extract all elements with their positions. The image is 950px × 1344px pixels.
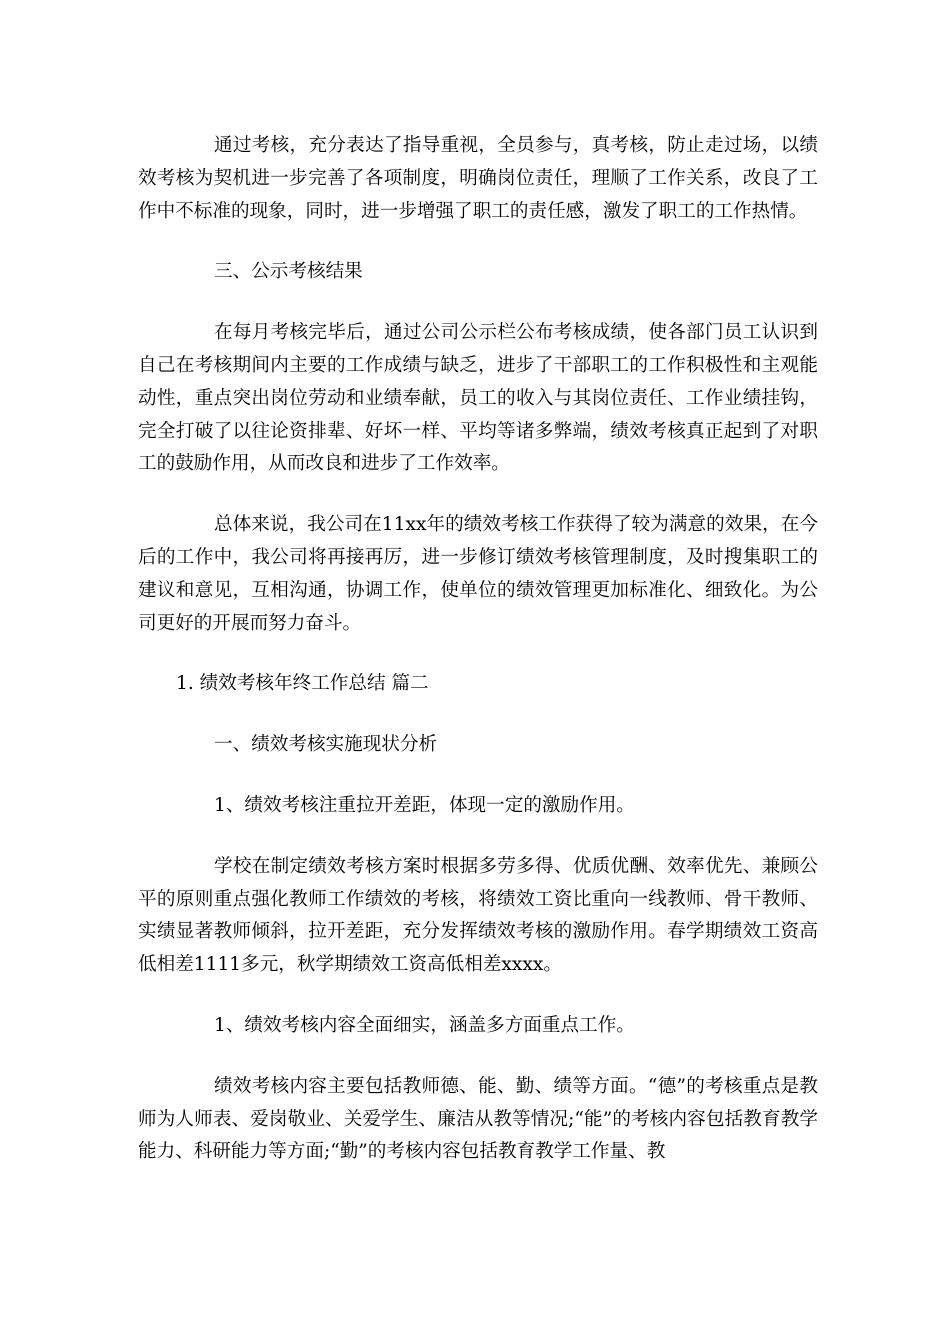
- subheading-comprehensive-content: 1、绩效考核内容全面细实，涵盖多方面重点工作。: [214, 1014, 635, 1036]
- article-title-part-two: 1. 绩效考核年终工作总结 篇二: [176, 673, 429, 695]
- paragraph-overall-summary: 总体来说，我公司在11xx年的绩效考核工作获得了较为满意的效果，在今后的工作中，我公司将再接再厉，进一步修订绩效考核管理制度，及时搜集职工的建议和意见，互相沟通，协调工作，使单位的绩效管理更加标准化、细致化。为公司更好的开展而努力奋斗。: [138, 514, 818, 634]
- paragraph-assessment-effect: 通过考核，充分表达了指导重视，全员参与，真考核，防止走过场，以绩效考核为契机进一步完善了各项制度，明确岗位责任，理顺了工作关系，改良了工作中不标准的现象，同时，进一步增强了职工的责任感，激发了职工的工作热情。: [138, 135, 818, 222]
- section-heading-publish-results: 三、公示考核结果: [214, 261, 363, 283]
- subheading-widen-gap: 1、绩效考核注重拉开差距，体现一定的激励作用。: [214, 794, 635, 816]
- document-body: [138, 130, 818, 1197]
- paragraph-assessment-content: 绩效考核内容主要包括教师德、能、勤、绩等方面。“德”的考核重点是教师为人师表、爱岗敬业、关爱学生、廉洁从教等情况;“能”的考核内容包括教育教学能力、科研能力等方面;“勤”的考核内容包括教育教学工作量、教: [138, 1075, 818, 1163]
- paragraph-school-scheme: 学校在制定绩效考核方案时根据多劳多得、优质优酬、效率优先、兼顾公平的原则重点强化教师工作绩效的考核，将绩效工资比重向一线教师、骨干教师、实绩显著教师倾斜，拉开差距，充分发挥绩效考核的激励作用。春学期绩效工资高低相差1111多元，秋学期绩效工资高低相差xxxx。: [138, 855, 818, 976]
- paragraph-monthly-results: 在每月考核完毕后，通过公司公示栏公布考核成绩，使各部门员工认识到自己在考核期间内主要的工作成绩与缺乏，进步了干部职工的工作积极性和主观能动性，重点突出岗位劳动和业绩奉献，员工的收入与其岗位责任、工作业绩挂钩，完全打破了以往论资排辈、好坏一样、平均等诸多弊端，绩效考核真正起到了对职工的鼓励作用，从而改良和进步了工作效率。: [138, 322, 818, 475]
- section-heading-status-analysis: 一、绩效考核实施现状分析: [214, 734, 438, 756]
